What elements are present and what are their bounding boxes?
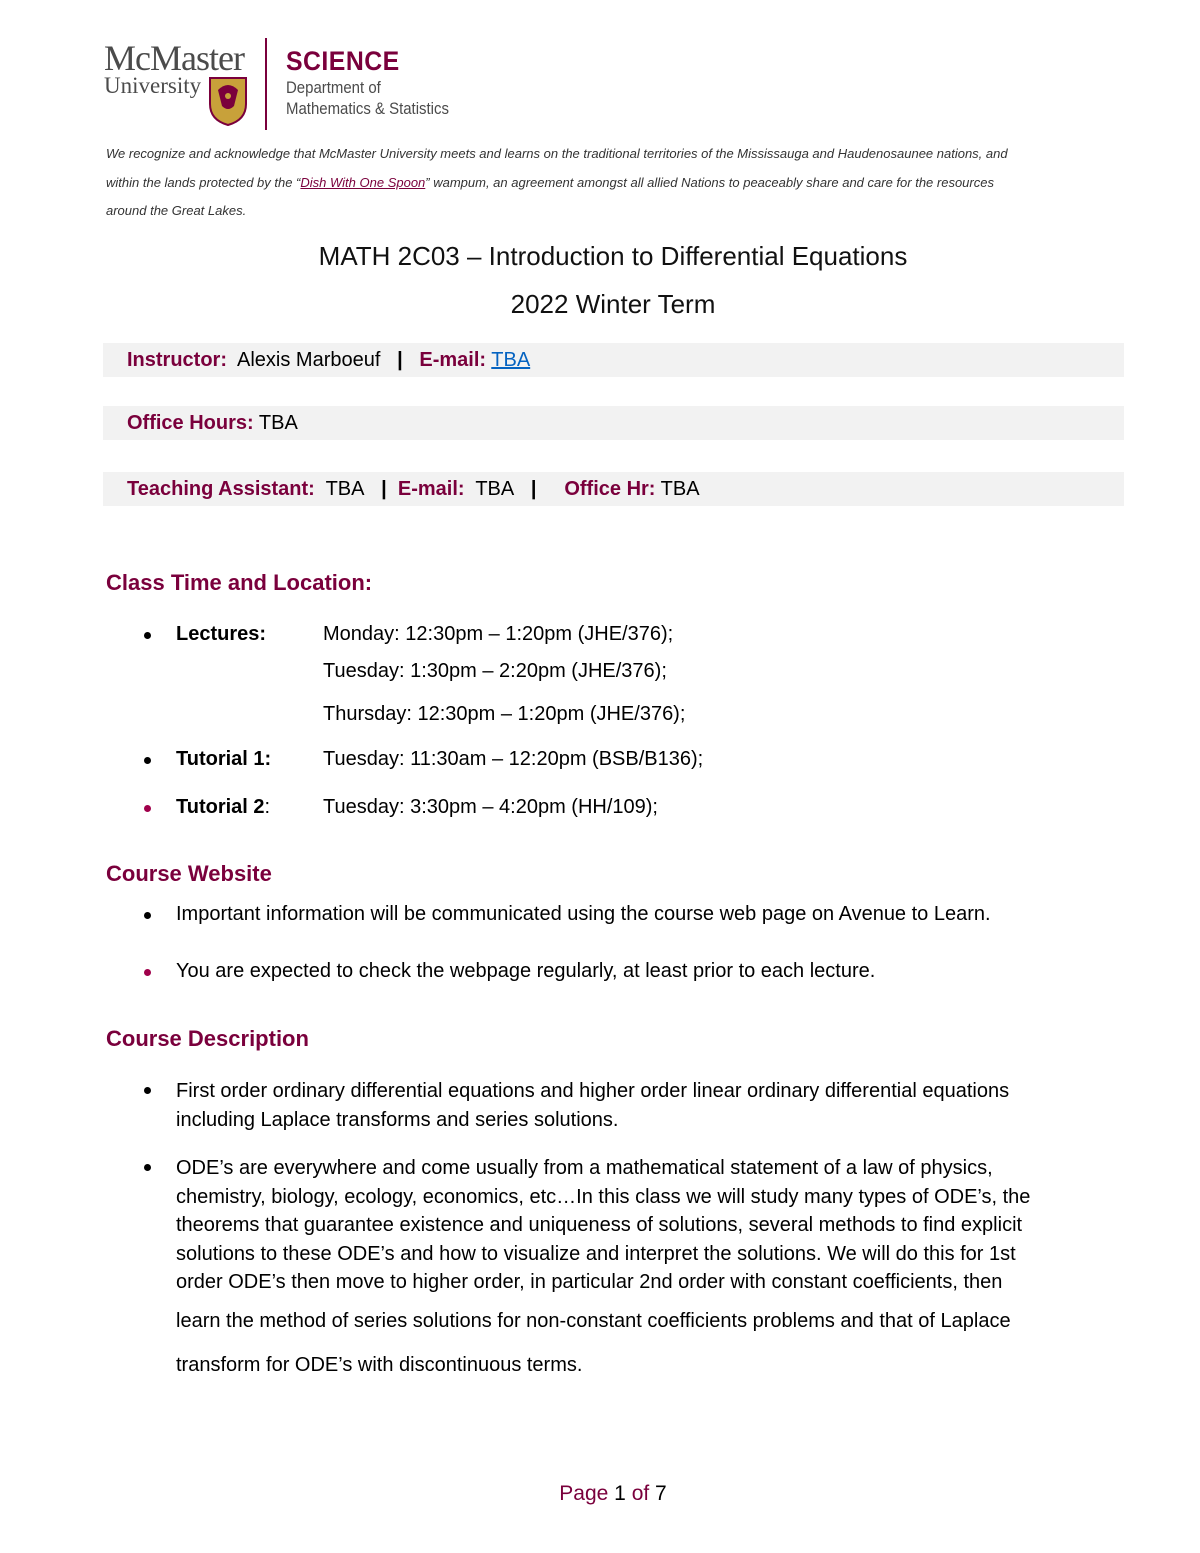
logo-university-name: McMaster	[104, 38, 244, 78]
instructor-bar: Instructor: Alexis Marboeuf | E-mail: TBA	[103, 343, 1124, 377]
ta-email: TBA	[475, 478, 515, 500]
dish-with-one-spoon-link[interactable]: Dish With One Spoon	[300, 174, 426, 190]
university-crest-icon	[208, 76, 248, 126]
course-title: MATH 2C03 – Introduction to Differential Equations	[318, 241, 908, 271]
bullet-icon	[144, 632, 151, 639]
tutorial2-label: Tutorial 2:	[176, 796, 271, 818]
tutorial1-time: Tuesday: 11:30am – 12:20pm (BSB/B136);	[323, 748, 704, 770]
logo-department-line1: Department of	[286, 78, 381, 97]
ta-office-hr: TBA	[660, 478, 700, 500]
ta-name: TBA	[325, 478, 365, 500]
tutorial1-label: Tutorial 1:	[176, 748, 272, 770]
bullet-icon	[144, 1087, 151, 1094]
logo-faculty: SCIENCE	[286, 46, 400, 76]
lecture-monday: Monday: 12:30pm – 1:20pm (JHE/376);	[323, 623, 674, 645]
ack-line-3: around the Great Lakes.	[106, 203, 247, 218]
teaching-assistant-bar: Teaching Assistant: TBA | E-mail: TBA | Office Hr: TBA	[103, 472, 1124, 506]
course-website-heading: Course Website	[106, 861, 272, 886]
instructor-name: Alexis Marboeuf	[237, 349, 381, 371]
bullet-icon	[144, 912, 151, 919]
description-item-2-line6: learn the method of series solutions for non-constant coefficients problems and that of Laplace	[176, 1310, 1011, 1332]
office-hours-value: TBA	[258, 412, 298, 434]
description-item-1: First order ordinary differential equations and higher order linear ordinary differential equations including Laplace transforms and series solutions.	[176, 1080, 1010, 1131]
website-item-1: Important information will be communicated using the course web page on Avenue to Learn.	[176, 903, 991, 925]
website-item-2: You are expected to check the webpage regularly, at least prior to each lecture.	[176, 960, 876, 982]
lecture-tuesday: Tuesday: 1:30pm – 2:20pm (JHE/376);	[323, 660, 667, 682]
bullet-icon	[144, 757, 151, 764]
lecture-thursday: Thursday: 12:30pm – 1:20pm (JHE/376);	[323, 703, 686, 725]
logo-department-line2: Mathematics & Statistics	[286, 99, 449, 118]
tutorial2-time: Tuesday: 3:30pm – 4:20pm (HH/109);	[323, 796, 658, 818]
ack-line-1: We recognize and acknowledge that McMaster University meets and learns on the traditional territories of the Mississauga and Haudenosaunee nations, and	[106, 146, 1008, 161]
bullet-icon	[144, 805, 151, 812]
description-item-2: ODE’s are everywhere and come usually from a mathematical statement of a law of physics, chemistry, biology, ecology, economics, etc…In this class we will study many types of ODE’s, the theorems that guarantee existence and uniqueness of solutions, several methods to find explicit solutions to these ODE’s and how to visualize and interpret the solutions. We will do this for 1st order ODE’s then move to higher order, in particular 2nd order with constant coefficients, then	[176, 1157, 1031, 1294]
office-hours-bar: Office Hours: TBA	[103, 406, 1124, 440]
logo-university-word: University	[104, 73, 202, 98]
page-number: Page 1 of 7	[559, 1482, 667, 1505]
class-time-heading: Class Time and Location:	[106, 570, 373, 595]
bullet-icon	[144, 969, 151, 976]
bullet-icon	[144, 1164, 151, 1171]
logo-divider	[265, 38, 267, 130]
course-description-heading: Course Description	[106, 1026, 309, 1051]
description-item-2-line7: transform for ODE’s with discontinuous terms.	[176, 1354, 583, 1376]
lectures-label: Lectures:	[176, 623, 267, 645]
ack-line-2: within the lands protected by the “Dish With One Spoon” wampum, an agreement amongst all allied Nations to peaceably share and care for the resources	[106, 174, 994, 190]
land-acknowledgement	[106, 140, 1106, 226]
course-term: 2022 Winter Term	[510, 289, 716, 319]
instructor-email-link[interactable]: TBA	[491, 349, 531, 371]
